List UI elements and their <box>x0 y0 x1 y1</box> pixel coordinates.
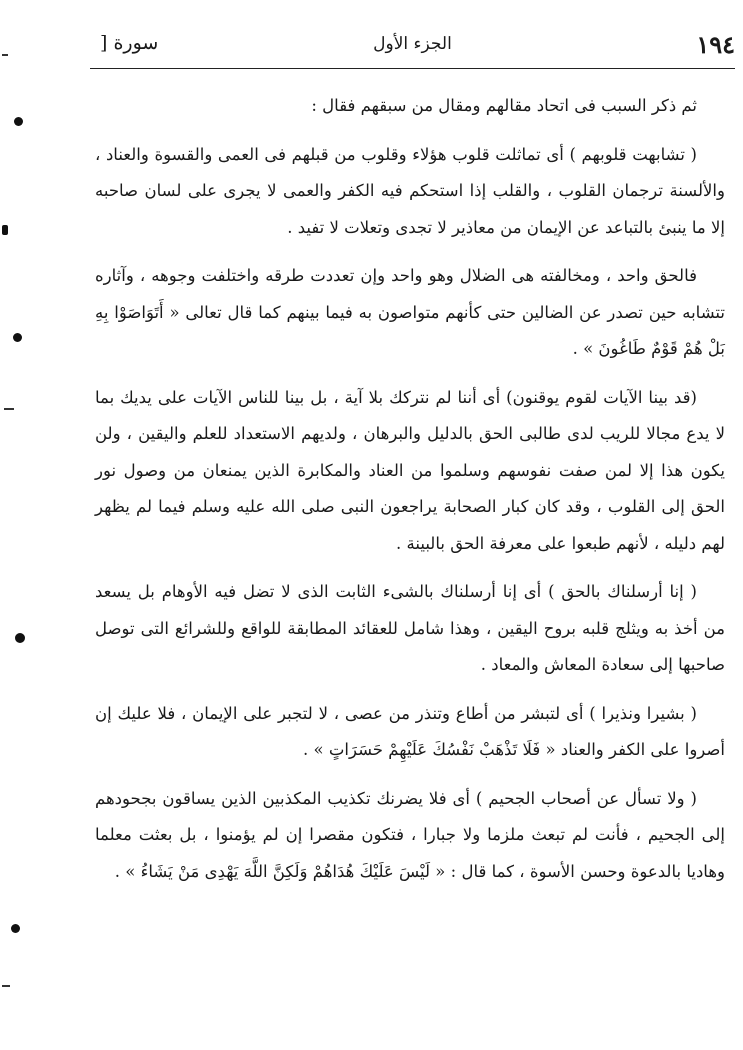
page-header <box>90 22 735 69</box>
page-body <box>95 88 725 890</box>
part-title: الجزء الأول <box>373 34 452 54</box>
scan-speck <box>13 333 22 342</box>
paragraph-bashiran: ( بشيرا ونذيرا ) أى لتبشر من أطاع وتنذر من عصى ، لا لتجبر على الإيمان ، فلا عليك إن أصروا على الكفر والعناد « فَلَا تَذْهَبْ نَفْسُكَ عَلَيْهِمْ حَسَرَاتٍ » . <box>95 703 725 759</box>
paragraph-arsalnaka: ( إنا أرسلناك بالحق ) أى إنا أرسلناك بالشىء الثابت الذى لا تضل فيه الأوهام بل يسعد من أخذ به ويثلج قلبه بروح اليقين ، وهذا شامل للعقائد المطابقة للواقع وللشرائع التى توصل صاحبها إلى سعادة المعاش والمعاد . <box>95 582 725 674</box>
scan-mark <box>2 54 8 56</box>
paragraph-haqq-wahid: فالحق واحد ، ومخالفته هى الضلال وهو واحد وإن تعددت طرقه واختلفت وجوهه ، وآثاره تتشابه حين تصدر عن الضالين حتى كأنهم متواصون به فيما بينهم كما قال تعالى « أَتَوَاصَوْا بِهِ بَلْ هُمْ قَوْمٌ طَاغُونَ » . <box>95 266 725 358</box>
scan-mark <box>4 408 14 410</box>
scan-speck <box>15 633 25 643</box>
paragraph-intro: ثم ذكر السبب فى اتحاد مقالهم ومقال من سبقهم فقال : <box>311 96 697 115</box>
paragraph-tashabahat: ( تشابهت قلوبهم ) أى تماثلت قلوب هؤلاء وقلوب من قبلهم فى العمى والقسوة والعناد ، والألسنة ترجمان القلوب ، والقلب إذا استحكم فيه الكفر والعمى لا يجرى على لسان صاحبه إلا ما ينبئ بالتباعد عن الإيمان من معاذير لا تجدى وتعلات لا تفيد . <box>95 144 725 237</box>
paragraph-bayyanna-al-ayat: (قد بينا الآيات لقوم يوقنون) أى أننا لم نتركك بلا آية ، بل بينا للناس الآيات على يديك بما لا يدع مجالا للريب لدى طالبى الحق بالدليل والبرهان ، ولديهم الاستعداد للعلم واليقين ، ولن يكون هذا إلا لمن صفت نفوسهم وسلموا من العناد والمكابرة الذين يمنعان من وصول نور الحق إلى القلوب ، وقد كان كبار الصحابة يراجعون النبى صلى الله عليه وسلم فيما لم يظهر لهم دليله ، لأنهم طبعوا على معرفة الحق بالبينة . <box>95 387 725 553</box>
scan-speck <box>11 924 20 933</box>
paragraph-la-tusal: ( ولا تسأل عن أصحاب الجحيم ) أى فلا يضرنك تكذيب المكذبين الذين يساقون بجحودهم إلى الجحيم ، فأنت لم تبعث ملزما ولا جبارا ، فتكون مقصرا إن لم يؤمنوا ، بل بعثت معلما وهاديا بالدعوة وحسن الأسوة ، كما قال : « لَيْسَ عَلَيْكَ هُدَاهُمْ وَلَكِنَّ اللَّهَ يَهْدِى مَنْ يَشَاءُ » . <box>95 788 725 881</box>
scan-speck <box>14 117 23 126</box>
scan-speck <box>2 225 8 235</box>
page-number: ١٩٤ <box>696 30 735 59</box>
surah-label: سورة [ <box>100 32 159 54</box>
scan-mark <box>2 985 10 987</box>
